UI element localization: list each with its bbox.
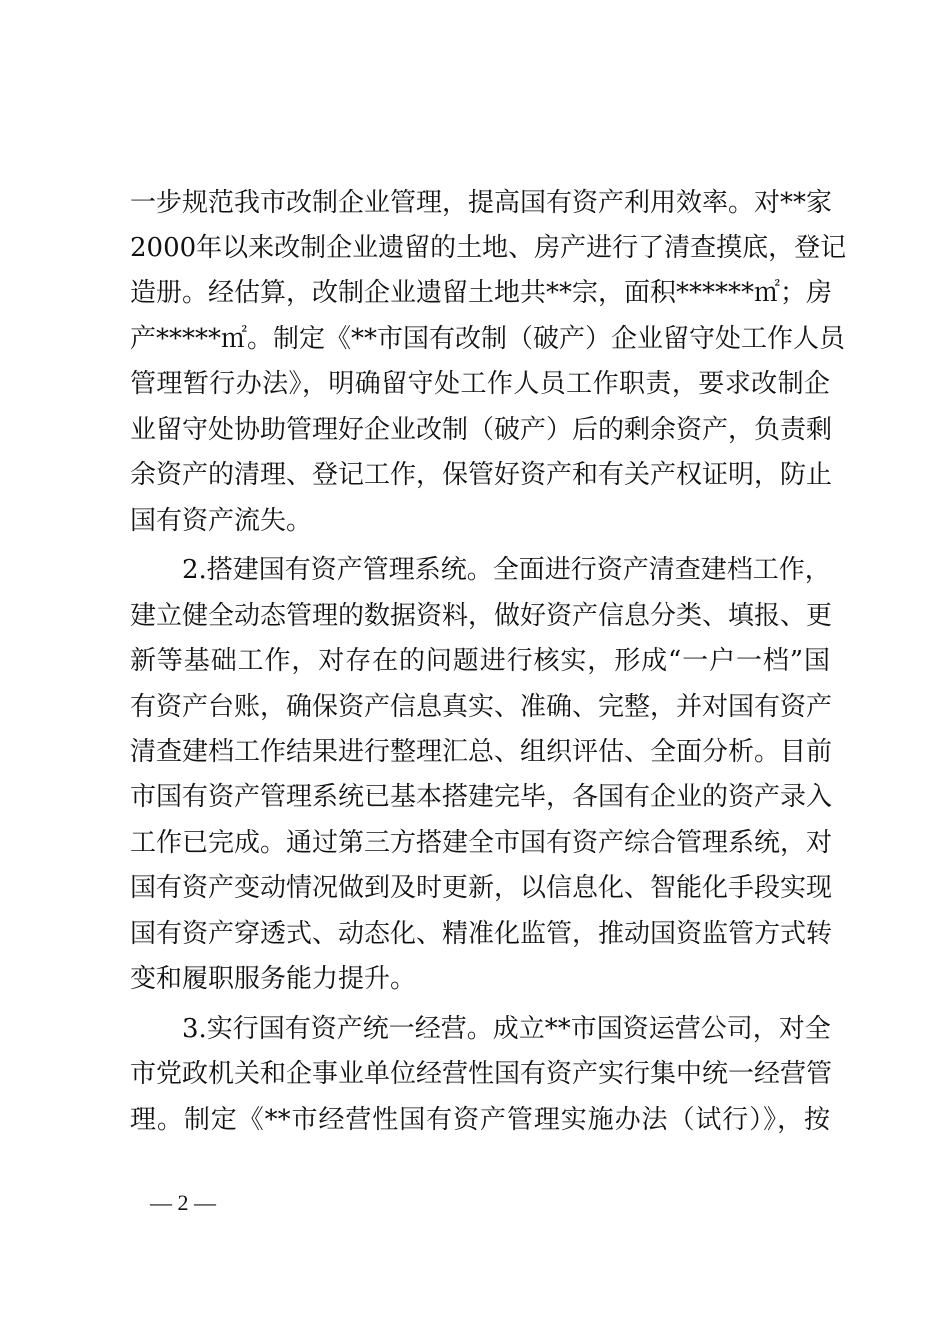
body-text-line: 国有资产变动情况做到及时更新，以信息化、智能化手段实现: [130, 873, 833, 903]
section-heading-line: 3.实行国有资产统一经营。成立**市国资运营公司，对全: [182, 1014, 831, 1044]
body-text-line: 业留守处协助管理好企业改制（破产）后的剩余资产，负责剩: [130, 415, 833, 445]
body-text-line: 清查建档工作结果进行整理汇总、组织评估、全面分析。目前: [130, 737, 833, 767]
body-text-line: 市国有资产管理系统已基本搭建完毕，各国有企业的资产录入: [130, 782, 833, 812]
body-text-line: 工作已完成。通过第三方搭建全市国有资产综合管理系统，对: [130, 828, 833, 858]
body-text-line: 变和履职服务能力提升。: [130, 964, 417, 994]
body-text-line: 管理暂行办法》，明确留守处工作人员工作职责，要求改制企: [130, 369, 830, 399]
body-text-line: 产*****㎡。制定《**市国有改制（破产）企业留守处工作人员: [130, 324, 846, 354]
section-heading-line: 2.搭建国有资产管理系统。全面进行资产清查建档工作，: [182, 555, 831, 585]
body-text-line: 造册。经估算，改制企业遗留土地共**宗，面积******㎡；房: [130, 278, 833, 308]
body-text-line: 建立健全动态管理的数据资料，做好资产信息分类、填报、更: [130, 601, 833, 631]
body-text-line: 理。制定《**市经营性国有资产管理实施办法（试行）》，按: [130, 1105, 830, 1135]
body-text-line: 余资产的清理、登记工作，保管好资产和有关产权证明，防止: [130, 460, 833, 490]
body-text-line: 2000年以来改制企业遗留的土地、房产进行了清查摸底，登记: [130, 233, 847, 263]
body-text-line: 国有资产穿透式、动态化、精准化监管，推动国资监管方式转: [130, 919, 833, 949]
body-text-line: 市党政机关和企事业单位经营性国有资产实行集中统一经营管: [130, 1059, 833, 1089]
body-text-line: 国有资产流失。: [130, 506, 313, 536]
body-text-line: 一步规范我市改制企业管理，提高国有资产利用效率。对**家: [130, 188, 833, 218]
body-text-line: 新等基础工作，对存在的问题进行核实，形成“一户一档”国: [130, 646, 830, 676]
page-number: — 2 —: [150, 1190, 216, 1215]
body-text-line: 有资产台账，确保资产信息真实、准确、完整，并对国有资产: [130, 692, 833, 722]
